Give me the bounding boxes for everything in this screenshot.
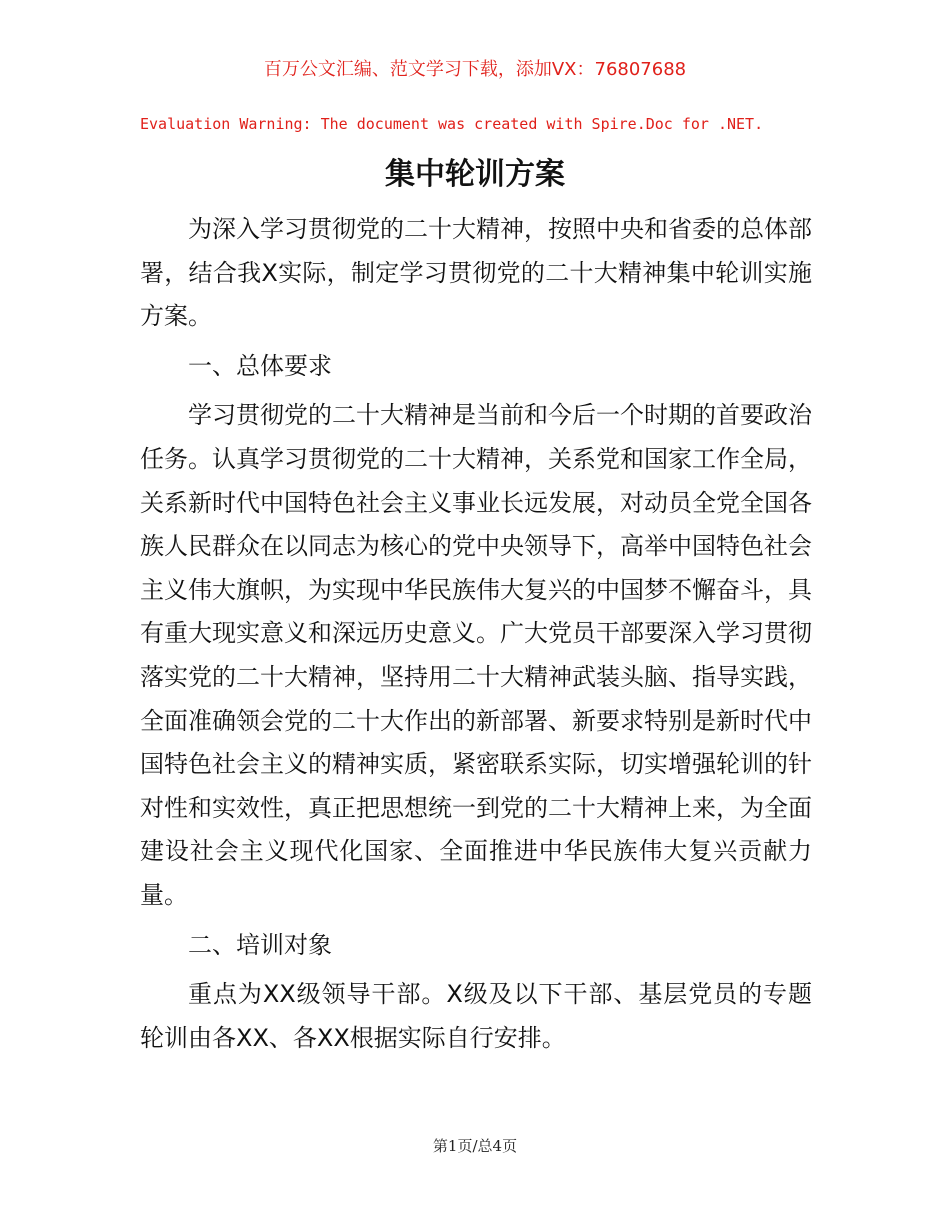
intro-paragraph: 为深入学习贯彻党的二十大精神，按照中央和省委的总体部署，结合我X实际，制定学习贯彻党的二十大精神集中轮训实施方案。 [140,215,812,331]
document-title: 集中轮训方案 [385,157,565,192]
training-targets-paragraph: 重点为XX级领导干部。X级及以下干部、基层党员的专题轮训由各XX、各XX根据实际自行安排。 [140,980,812,1052]
header-banner: 百万公文汇编、范文学习下载，添加VX：76807688 [263,59,687,80]
section-heading-general-requirements: 一、总体要求 [188,351,332,380]
page-number-footer: 第1页/总4页 [432,1137,518,1155]
document-body [140,208,812,1066]
section-heading-training-targets: 二、培训对象 [188,930,332,959]
general-requirements-paragraph: 学习贯彻党的二十大精神是当前和今后一个时期的首要政治任务。认真学习贯彻党的二十大精神，关系党和国家工作全局，关系新时代中国特色社会主义事业长远发展，对动员全党全国各族人民群众在以同志为核心的党中央领导下，高举中国特色社会主义伟大旗帜，为实现中华民族伟大复兴的中国梦不懈奋斗，具有重大现实意义和深远历史意义。广大党员干部要深入学习贯彻落实党的二十大精神，坚持用二十大精神武装头脑、指导实践，全面准确领会党的二十大作出的新部署、新要求特别是新时代中国特色社会主义的精神实质，紧密联系实际，切实增强轮训的针对性和实效性，真正把思想统一到党的二十大精神上来，为全面建设社会主义现代化国家、全面推进中华民族伟大复兴贡献力量。 [140,401,812,909]
evaluation-warning: Evaluation Warning: The document was created with Spire.Doc for .NET. [140,115,764,133]
